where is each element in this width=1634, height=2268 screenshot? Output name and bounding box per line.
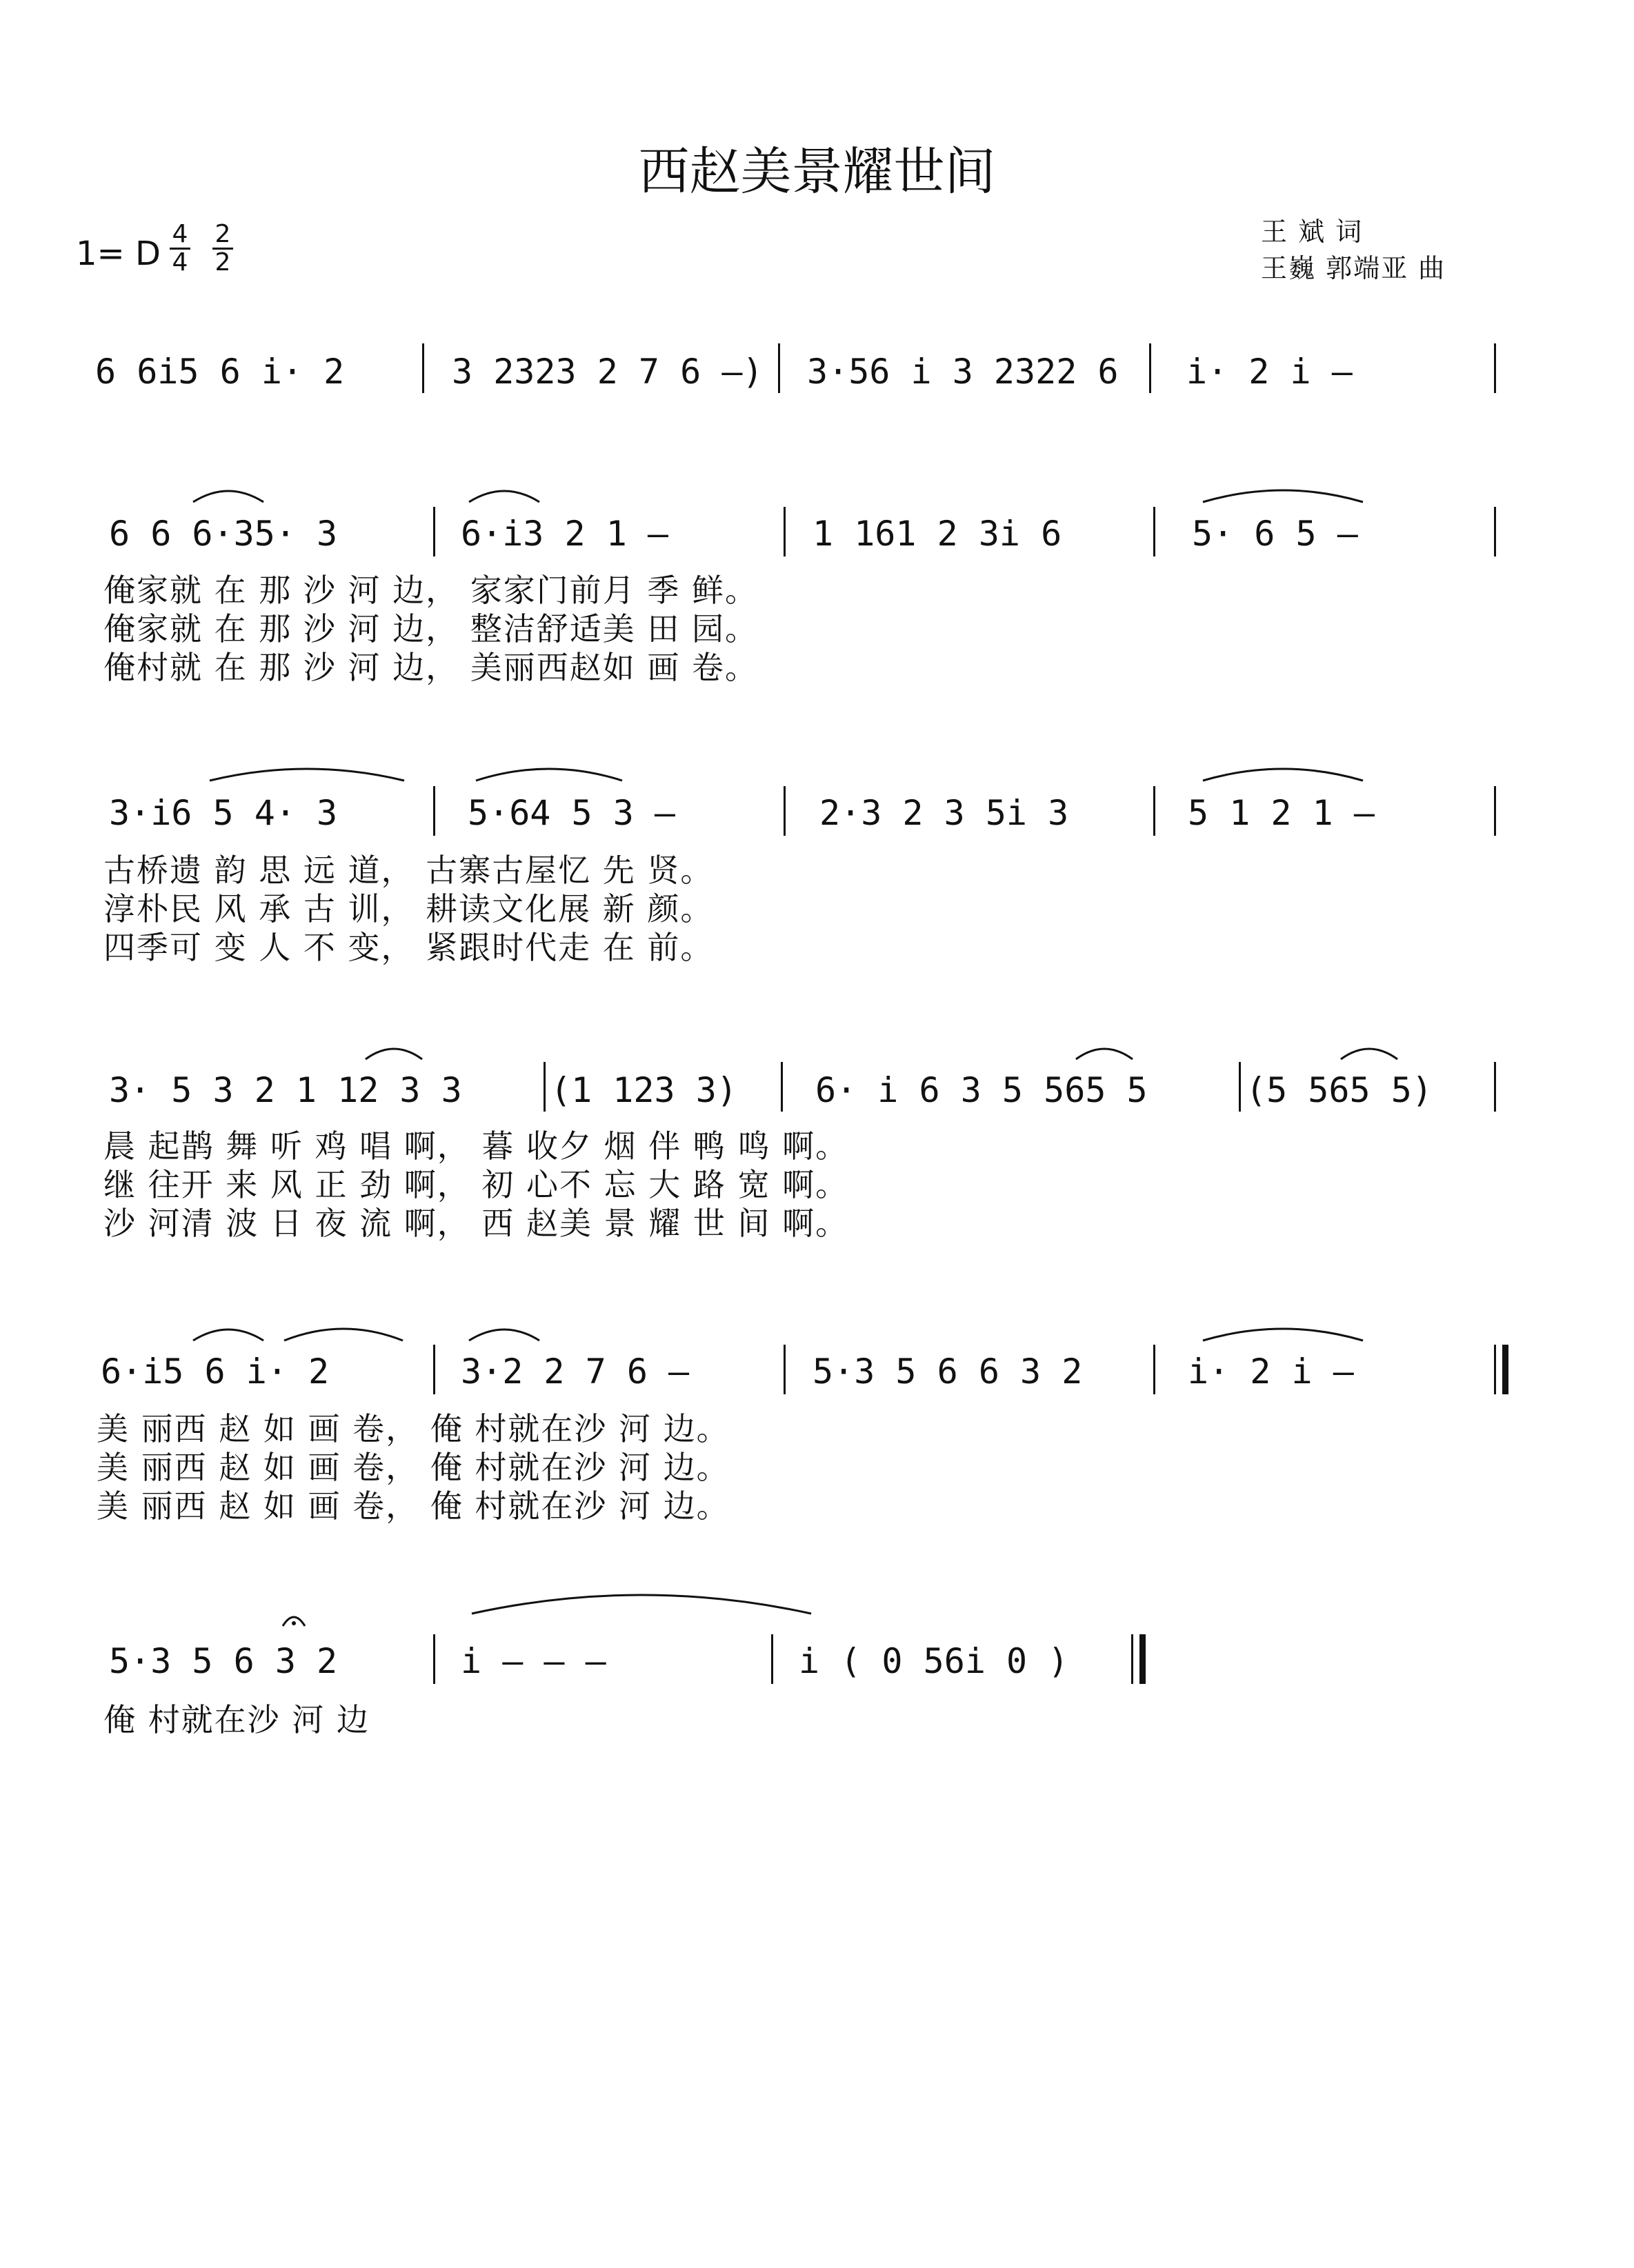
barline: [433, 507, 435, 556]
slur: [1073, 1043, 1135, 1062]
slur: [473, 763, 625, 783]
slur: [363, 1043, 425, 1062]
measure: 3·2 2 7 6 —: [461, 1352, 690, 1392]
slur: [1200, 1323, 1366, 1343]
barline: [422, 343, 424, 393]
barline: [778, 343, 780, 393]
lyric-line: 美 丽西 赵 如 画 卷， 俺 村就在沙 河 边。: [97, 1449, 730, 1486]
lyricist-credit: 王 斌 词: [1261, 217, 1364, 247]
measure: 6·i3 2 1 —: [461, 514, 669, 554]
barline: [1494, 343, 1496, 393]
page-title: 西赵美景耀世间: [638, 142, 996, 201]
final-barline-thick: [1139, 1634, 1146, 1684]
barline: [781, 1062, 783, 1112]
final-barline-thin: [1131, 1634, 1133, 1684]
lyric-line: 美 丽西 赵 如 画 卷， 俺 村就在沙 河 边。: [97, 1410, 730, 1447]
slur: [1200, 484, 1366, 505]
barline: [544, 1062, 546, 1112]
measure: (5 565 5): [1246, 1070, 1433, 1110]
measure: 1 161 2 3i 6: [813, 514, 1062, 554]
measure: 5·3 5 6 6 3 2: [813, 1352, 1083, 1392]
barline: [433, 1345, 435, 1394]
slur: [281, 1323, 406, 1343]
measure: i· 2 i —: [1188, 1352, 1354, 1392]
slur: [207, 763, 407, 783]
measure: 6· i 6 3 5 565 5: [815, 1070, 1148, 1110]
time-signature-2-2: [212, 222, 233, 275]
slur: [466, 1323, 542, 1343]
barline: [433, 786, 435, 836]
slur: [466, 484, 542, 505]
barline: [784, 1345, 786, 1394]
measure: 3· 5 3 2 1 12 3 3: [109, 1070, 462, 1110]
final-barline-thin: [1494, 1345, 1496, 1394]
lyric-line: 沙 河清 波 日 夜 流 啊， 西 赵美 景 耀 世 间 啊。: [103, 1205, 849, 1242]
key-signature: 1= D: [76, 234, 161, 273]
barline: [1153, 1345, 1155, 1394]
barline: [1149, 343, 1151, 393]
barline: [784, 507, 786, 556]
barline: [433, 1634, 435, 1684]
slur: [190, 1323, 266, 1343]
measure: i ( 0 56i 0 ): [799, 1641, 1069, 1681]
final-barline-thick: [1502, 1345, 1508, 1394]
lyric-line: 俺家就 在 那 沙 河 边， 整洁舒适美 田 园。: [103, 610, 758, 648]
measure: 5 1 2 1 —: [1188, 793, 1375, 833]
barline: [1494, 507, 1496, 556]
time-signature-numerator: 2: [215, 220, 231, 248]
slur: [469, 1586, 814, 1616]
measure: 3 2323 2 7 6 —): [452, 352, 764, 392]
lyric-line: 俺 村就在沙 河 边: [103, 1701, 370, 1738]
time-signature-4-4: [170, 222, 190, 275]
slur: [1200, 763, 1366, 783]
measure: (1 123 3): [550, 1070, 737, 1110]
barline: [1494, 786, 1496, 836]
barline: [1239, 1062, 1241, 1112]
slur: [1338, 1043, 1400, 1062]
measure: 5·64 5 3 —: [468, 793, 676, 833]
barline: [1153, 507, 1155, 556]
lyric-line: 古桥遗 韵 思 远 道， 古寨古屋忆 先 贤。: [103, 852, 714, 889]
lyric-line: 美 丽西 赵 如 画 卷， 俺 村就在沙 河 边。: [97, 1487, 730, 1525]
lyric-line: 继 往开 来 风 正 劲 啊， 初 心不 忘 大 路 宽 啊。: [103, 1166, 849, 1203]
measure: i· 2 i —: [1186, 352, 1353, 392]
fermata: [280, 1611, 308, 1629]
measure: 3·56 i 3 2322 6: [807, 352, 1119, 392]
time-signature-denominator: 4: [172, 248, 188, 277]
measure: 3·i6 5 4· 3: [109, 793, 338, 833]
time-signature-denominator: 2: [215, 248, 231, 277]
measure: 6 6 6·35· 3: [109, 514, 338, 554]
lyric-line: 俺家就 在 那 沙 河 边， 家家门前月 季 鲜。: [103, 572, 758, 609]
measure: 6 6i5 6 i· 2: [95, 352, 345, 392]
measure: 2·3 2 3 5i 3: [819, 793, 1069, 833]
lyric-line: 淳朴民 风 承 古 训， 耕读文化展 新 颜。: [103, 890, 714, 927]
measure: 6·i5 6 i· 2: [101, 1352, 330, 1392]
barline: [771, 1634, 773, 1684]
barline: [1153, 786, 1155, 836]
slur: [190, 484, 266, 505]
time-signature-numerator: 4: [172, 220, 188, 248]
barline: [1494, 1062, 1496, 1112]
barline: [784, 786, 786, 836]
measure: 5·3 5 6 3 2: [109, 1641, 338, 1681]
lyric-line: 四季可 变 人 不 变， 紧跟时代走 在 前。: [103, 929, 714, 966]
composer-credit: 王巍 郭端亚 曲: [1261, 253, 1446, 283]
measure: i — — —: [461, 1641, 606, 1681]
lyric-line: 晨 起鹊 舞 听 鸡 唱 啊， 暮 收夕 烟 伴 鸭 鸣 啊。: [103, 1127, 849, 1165]
measure: 5· 6 5 —: [1192, 514, 1358, 554]
lyric-line: 俺村就 在 那 沙 河 边， 美丽西赵如 画 卷。: [103, 649, 758, 686]
